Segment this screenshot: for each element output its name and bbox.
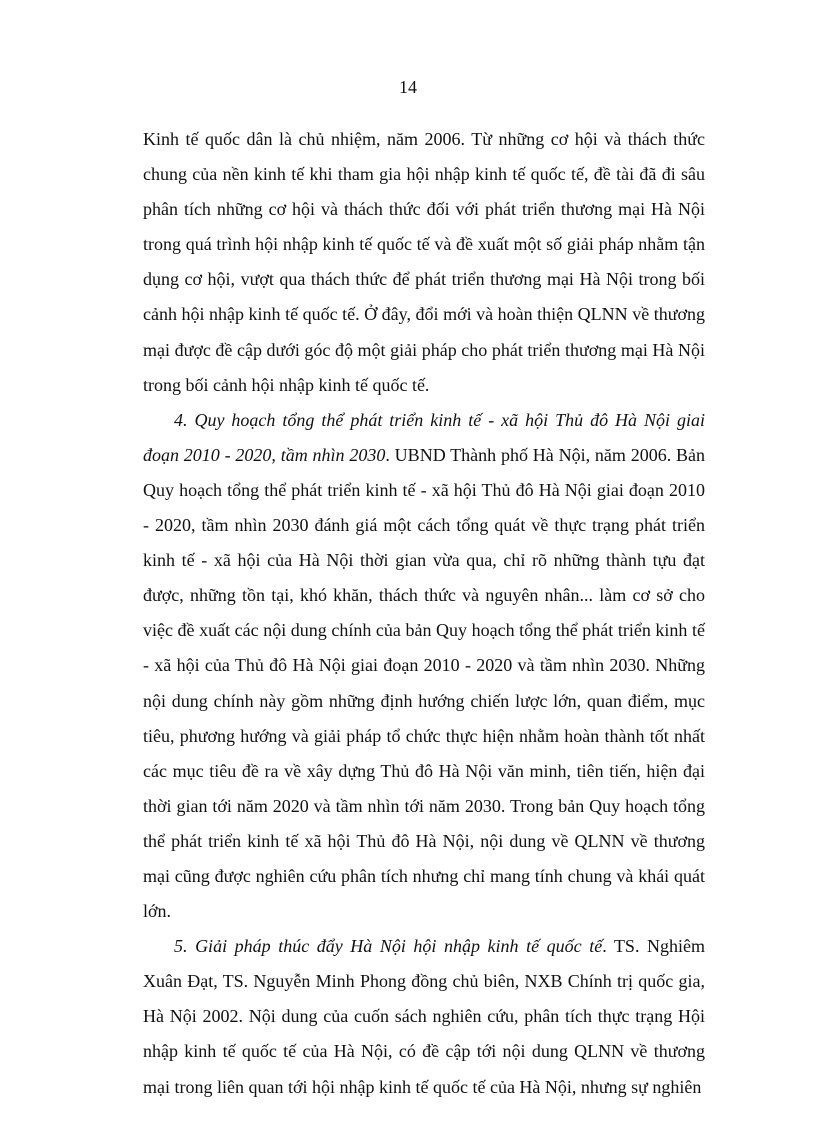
reference-paragraph-5 — [143, 929, 705, 1104]
reference-title: 4. Quy hoạch tổng thể phát triển kinh tế - xã hội Thủ đô Hà Nội giai đoạn 2010 - 2020, tầm nhìn 2030 — [143, 409, 705, 465]
reference-paragraph-4 — [143, 403, 705, 929]
page-number: 14 — [399, 77, 417, 97]
reference-description: . TS. Nghiêm Xuân Đạt, TS. Nguyễn Minh Phong đồng chủ biên, NXB Chính trị quốc gia, Hà Nội 2002. Nội dung của cuốn sách nghiên cứu, phân tích thực trạng Hội nhập kinh tế quốc tế của Hà Nội, có đề cập tới nội dung QLNN về thương mại trong liên quan tới hội nhập kinh tế quốc tế của Hà Nội, nhưng sự nghiên — [143, 936, 705, 1097]
reference-title: 5. Giải pháp thúc đẩy Hà Nội hội nhập kinh tế quốc tế — [174, 936, 603, 957]
paragraph-continuation — [143, 122, 705, 403]
paragraph-text: Kinh tế quốc dân là chủ nhiệm, năm 2006. Từ những cơ hội và thách thức chung của nền kinh tế khi tham gia hội nhập kinh tế quốc tế, đề tài đã đi sâu phân tích những cơ hội và thách thức đối với phát triển thương mại Hà Nội trong quá trình hội nhập kinh tế quốc tế và đề xuất một số giải pháp nhằm tận dụng cơ hội, vượt qua thách thức để phát triển thương mại Hà Nội trong bối cảnh hội nhập kinh tế quốc tế. Ở đây, đổi mới và hoàn thiện QLNN về thương mại được đề cập dưới góc độ một giải pháp cho phát triển thương mại Hà Nội trong bối cảnh hội nhập kinh tế quốc tế. — [143, 129, 705, 395]
reference-description: . UBND Thành phố Hà Nội, năm 2006. Bản Quy hoạch tổng thể phát triển kinh tế - xã hội Thủ đô Hà Nội giai đoạn 2010 - 2020, tầm nhìn 2030 đánh giá một cách tổng quát về thực trạng phát triển kinh tế - xã hội của Hà Nội thời gian vừa qua, chỉ rõ những thành tựu đạt được, những tồn tại, khó khăn, thách thức và nguyên nhân... làm cơ sở cho việc đề xuất các nội dung chính của bản Quy hoạch tổng thể phát triển kinh tế - xã hội của Thủ đô Hà Nội giai đoạn 2010 - 2020 và tầm nhìn 2030. Những nội dung chính này gồm những định hướng chiến lược lớn, quan điểm, mục tiêu, phương hướng và giải pháp tổ chức thực hiện nhằm hoàn thành tốt nhất các mục tiêu đề ra về xây dựng Thủ đô Hà Nội văn minh, tiên tiến, hiện đại thời gian tới năm 2020 và tầm nhìn tới năm 2030. Trong bản Quy hoạch tổng thể phát triển kinh tế xã hội Thủ đô Hà Nội, nội dung về QLNN về thương mại cũng được nghiên cứu phân tích nhưng chỉ mang tính chung và khái quát lớn. — [143, 444, 706, 922]
document-body — [143, 122, 705, 1105]
